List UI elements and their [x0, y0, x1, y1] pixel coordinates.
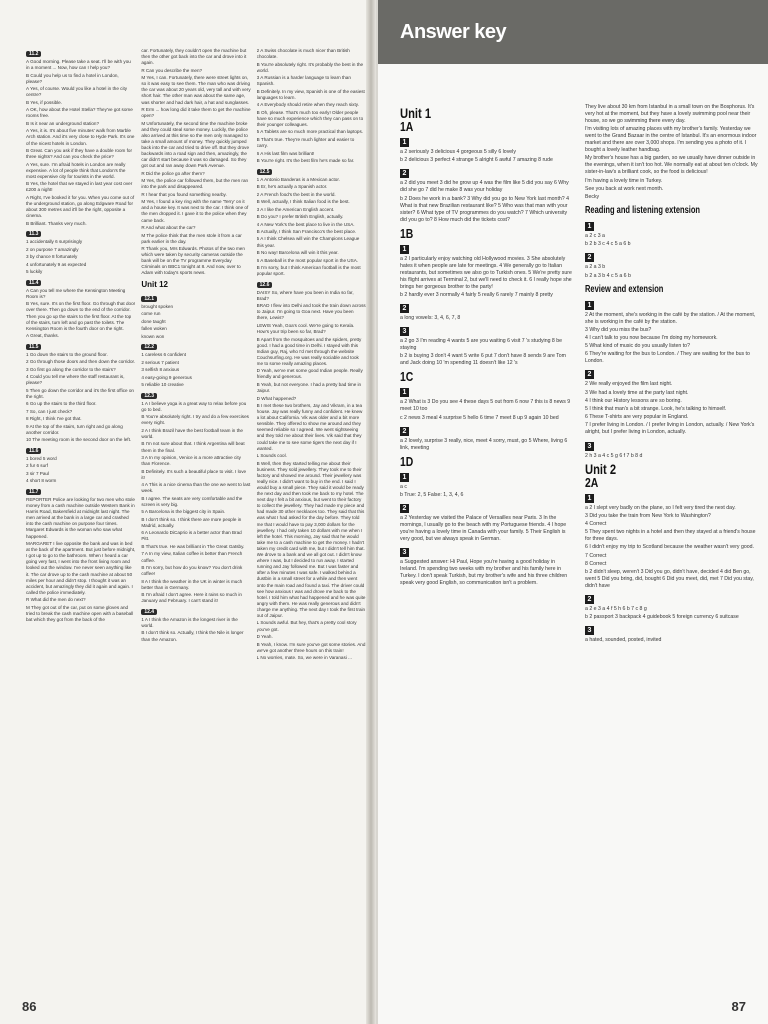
- text-line: 5 reliable 10 creative: [141, 382, 184, 388]
- track-number-badge: 11.6: [26, 448, 41, 454]
- section-heading: Reading and listening extension: [585, 204, 701, 216]
- text-line: B I met these two brothers, Jay and Vikram, in a tea house. Jay was really funny and confident. He knew a lot about California. Vik was older and a bit more sensible. They offered to show me around and they seemed reliable so I agreed. We went sightseeing and they told me about their lives. Vik said that they could take me to see some tigers the next day if I wanted.: [256, 403, 363, 451]
- answer-key-column-2: [585, 104, 758, 646]
- text-line: 1 accidentally 6 surprisingly: [26, 239, 83, 245]
- text-line: a 2 c 3 a: [585, 232, 605, 239]
- text-line: 4 Could you tell me where the staff restaurant is, please?: [26, 374, 125, 386]
- exercise-heading: [400, 500, 573, 515]
- exercise-heading: [585, 622, 758, 637]
- exercise-heading: [585, 438, 758, 453]
- text-line: 7 A In my view, Italian coffee is better than French coffee.: [141, 551, 243, 563]
- exercise-number-badge: 1: [400, 245, 409, 254]
- text-line: 3 We had a lovely time at the party last night.: [585, 389, 689, 396]
- exercise-heading: [585, 249, 758, 264]
- exercise-heading: [585, 591, 758, 606]
- track-number-badge: 12.5: [257, 169, 273, 175]
- exercise-number-badge: 3: [400, 327, 409, 336]
- track-number-badge: 12.4: [141, 609, 157, 615]
- track-heading: [26, 228, 135, 239]
- text-line: B Yeah, I know. I'm sure you've got some stories. And we've got another three hours on this train!: [256, 641, 366, 653]
- text-line: 3 Why did you miss the bus?: [585, 326, 652, 333]
- right-page: [378, 0, 768, 1024]
- exercise-number-badge: 1: [585, 222, 594, 231]
- text-line: B I'm sorry, but how do you know? You don't drink coffee!: [141, 565, 243, 577]
- text-line: 3 A Russian is a harder language to learn than Spanish.: [256, 75, 351, 87]
- text-line: 4 A This is a nice cinema than the one we went to last week.: [141, 482, 251, 494]
- lesson-heading: 1A: [400, 119, 414, 134]
- text-line: B I agree. The seats are very comfortable and the screen is very big.: [141, 495, 243, 507]
- text-line: 6 Go up the stairs to the third floor.: [26, 401, 97, 407]
- text-line: 2 serious 7 patient: [141, 359, 179, 365]
- text-line: REPORTER Police are looking for two men who stole money from a cash machine outside Western Bank in Harris Road, Bakersfield at midnight last night. The men arrived at the bank in a large car and crashed into the cash machine on purpose four times. Margaret Edwards is the woman who saw what happened.: [26, 497, 135, 539]
- text-line: b 2 a 3 b 4 c 5 a 6 b: [585, 272, 631, 279]
- section-heading: Review and extension: [585, 283, 664, 295]
- exercise-heading: [585, 297, 758, 312]
- text-line: 4 I think our History lessons are so boring.: [585, 397, 682, 404]
- text-line: 3 Did you take the train from New York to Washington?: [585, 512, 711, 519]
- text-line: B I'm not sure about that. I think Argentina will beat them in the final.: [141, 441, 245, 453]
- exercise-number-badge: 2: [400, 427, 409, 436]
- text-line: A Yes, of course. Would you like a hotel in the city centre?: [26, 86, 128, 98]
- text-line: 7 So, can I just check?: [26, 408, 73, 414]
- text-line: done taught: [141, 318, 166, 324]
- text-line: 1 careless 6 confident: [141, 352, 187, 358]
- exercise-heading: [585, 218, 758, 233]
- text-line: 5 What kind of music do you usually listen to?: [585, 343, 690, 350]
- text-line: B You're absolutely right. I try and do a few exercises every night.: [141, 414, 249, 426]
- text-line: B I'm afraid I don't agree. Here it rains so much in January and February. I can't stand it!: [141, 592, 242, 604]
- text-line: a 2 I particularly enjoy watching old Hollywood movies. 3 She absolutely hates it when people are late for meetings. 4 We generally go to Italian restaurants, but sometimes we also go to Turkish ones. 5 We're pretty sure his flight arrives at Terminal 2, but we'll need to check it. 6 I really hope she brings her gorgeous brother to the party!: [400, 255, 572, 290]
- page-number-left: 86: [22, 999, 37, 1014]
- text-line: 5 A Tablets are so much more practical than laptops.: [256, 129, 364, 135]
- text-line: 6 They're waiting for the bus to London. / They are waiting for the bus to London.: [585, 351, 750, 365]
- text-line: R Thank you, Mrs Edwards. Photos of the two men which were taken by security cameras outside the bank will be on the TV programme Everyday Criminals on BBC1 tonight at 8. And now, over to Adam with today's sports news.: [141, 246, 245, 276]
- exercise-number-badge: 1: [400, 388, 409, 397]
- text-line: 5 Then go down the corridor and it's the first office on the right.: [26, 387, 134, 399]
- exercise-heading: [400, 469, 573, 484]
- text-line: car. Fortunately, they couldn't open the machine but then the other got back into the car and drove into it again.: [141, 48, 247, 66]
- text-line: 3 sir 7 Paul: [26, 470, 49, 476]
- text-line: b 2 Does he work in a bank? 3 Why did you go to New York last month? 4 What is that new Brazilian restaurant like? 5 Who was that man with your sister? 6 What type of TV programmes do you watch? 7 Which university did you go to? 8 How much did the tickets cost?: [400, 195, 569, 223]
- text-line: BRAD I flew into Delhi and took the train down across to Jaipur. I'm going to Goa next. Have you been there, Lewis?: [256, 303, 366, 321]
- text-line: a Suggested answer: Hi Paul, Hope you're having a good holiday in Ireland. I'm spending two weeks with my brother and his family here in Turkey. I don't speak Turkish, but my brother's wife and his three children speak very good English, so communication isn't a problem.: [400, 559, 568, 587]
- track-heading: [141, 390, 250, 401]
- text-line: B Well, then they started telling me about their business. They sold jewellery. They took me to their factory and showed me around. Their jewellery was really nice. I didn't want to buy in the end. I said I would buy a small piece. They said it would be ready the next day and then took me back to my hotel. The next day I felt a bit anxious, but went to their factory to collect the jewellery. They had made my piece and had made 30 other necklaces too. They said that this was what I had asked for the day before. They told me that I would have to pay 3,000 dollars for the jewellery. I had only taken 10 dollars with me when I left the hotel. This morning, Jay said that he would take me to a cash machine to get the money. I hadn't taken my credit card with me, but I didn't tell him that. We drove to a bank and we all got out. I didn't know where I was, but I decided to run away. I started running and Jay followed me. But I was faster and after a few minutes I was safe. I walked behind a dustbin in a small street for a while and then went onto the main road and found a taxi. The driver could see how anxious I was and drove me back to the hotel. I told him what had happened and he was quite angry with them. He was really generous and didn't charge me anything. The next day I took the first train out of Jaipur.: [256, 460, 366, 618]
- exercise-number-badge: 3: [585, 626, 594, 635]
- text-line: b 2 didn't sleep, weren't 3 Did you go, didn't have, decided 4 did Ben go, went 5 Did you bring, did, bought 6 Did you meet, did, met 7 Did you stay, didn't have: [585, 568, 754, 589]
- text-line: 1 A I believe yoga is a great way to relax before you go to bed.: [141, 400, 247, 412]
- text-line: My brother's house has a big garden, so we usually have dinner outside in the evenings, when it isn't too hot. We normally eat at about ten o'clock. My sister-in-law's a brilliant cook, so the food is delicious!: [585, 155, 758, 176]
- text-line: a 2 lovely, surprise 3 really, nice, meet 4 sorry, must, go 5 Where, living 6 link, meeting: [400, 437, 568, 451]
- audioscript-column-2: [141, 48, 250, 998]
- exercise-number-badge: 1: [400, 138, 409, 147]
- text-line: 4 I can't talk to you now because I'm doing my homework.: [585, 334, 718, 341]
- exercise-heading: [400, 544, 573, 559]
- exercise-number-badge: 2: [585, 253, 594, 262]
- text-line: M Unfortunately, the second time the machine broke and they could steal some money. Luckily, the police also arrived at this time so the men only managed to take a small amount of money. They quickly jumped back into the car and tried to drive off. But they drove backwards into a road sign and then, amazingly, the car didn't start because it was so damaged. So they got out and ran away down Park Avenue.: [141, 120, 250, 169]
- text-line: R I hear that you found something nearby.: [141, 191, 227, 197]
- text-line: b True: 2, 5 False: 1, 3, 4, 6: [400, 491, 464, 498]
- text-line: a 2 What is 3 Do you see 4 these days 5 out from 6 now 7 this is 8 news 9 meet 10 too: [400, 399, 571, 413]
- text-line: 8 A I think the weather in the UK in winter is much better than in Germany.: [141, 578, 243, 590]
- text-line: a 2 a 3 b: [585, 264, 606, 271]
- exercise-heading: [400, 384, 573, 399]
- text-line: 5 A Barcelona is the biggest city in Spain.: [141, 509, 226, 515]
- track-heading: [26, 48, 135, 59]
- text-line: B I'm sorry, but I think American football is the most popular sport.: [256, 265, 361, 277]
- text-line: A Yes, it is. It's about five minutes' walk from Marble Arch station. And it's very close to Hyde Park. It's one of the nicest hotels in London.: [26, 128, 135, 146]
- text-line: R Can you describe the men?: [141, 67, 203, 73]
- text-line: M Yes, I found a key ring with the name 'Terry' on it and a house key. It was next to the car. I think one of the men dropped it. I gave it to the police when they came back.: [141, 199, 249, 223]
- track-heading: [26, 341, 135, 352]
- text-line: A Great, thanks.: [26, 333, 59, 339]
- text-line: 1 A Antonio Banderas is a Mexican actor.: [256, 176, 340, 182]
- text-line: a c: [400, 483, 407, 490]
- text-line: 3 selfish 8 anxious: [141, 367, 180, 373]
- text-line: 6 I didn't enjoy my trip to Scotland because the weather wasn't very good.: [585, 544, 754, 551]
- text-line: b 2 passport 3 backpack 4 guidebook 5 foreign currency 6 suitcase: [585, 614, 739, 621]
- text-line: They live about 30 km from Istanbul in a small town on the Bosphorus. It's very hot at the moment, but they have a lovely swimming pool near their house, so we go swimming there every day.: [585, 104, 755, 124]
- text-line: 1 bored 5 word: [26, 455, 57, 461]
- exercise-number-badge: 2: [585, 595, 594, 604]
- track-heading: [141, 606, 250, 617]
- track-heading: [257, 279, 366, 290]
- text-line: 4 A New York's the best place to live in the USA.: [256, 221, 355, 227]
- text-line: D Yeah.: [256, 634, 273, 640]
- exercise-heading: [400, 423, 573, 438]
- text-line: 1 A I think the Amazon is the longest river in the world.: [141, 616, 238, 628]
- exercise-number-badge: 2: [400, 169, 409, 178]
- text-line: 6 These T-shirts are very popular in England.: [585, 414, 689, 421]
- text-line: R Did the police go after them?: [141, 170, 205, 176]
- text-line: a 2 did you meet 3 did he grow up 4 was the film like 5 did you say 6 Why did she go 7 did he make 8 was your holiday: [400, 180, 569, 194]
- text-line: 6 A His last film was brilliant!: [256, 150, 315, 156]
- text-line: A Right, I've booked it for you. When you come out of the underground station, go along Edgware Road for about 300 metres and it'll be the right, opposite a cinema.: [26, 194, 135, 219]
- exercise-heading: [400, 323, 573, 338]
- text-line: B Oh, please. That's much too early! Older people have so much experience which they can pass on to their younger colleagues.: [256, 109, 364, 127]
- text-line: b 2 is buying 3 don't 4 want 5 write 6 put 7 don't have 8 sends 9 are Tom and Jack doing 10 'm spending 11 doesn't like 12 's: [400, 353, 566, 367]
- text-line: a 2 seriously 3 delicious 4 gorgeous 5 silly 6 lovely: [400, 149, 516, 155]
- page-number-right: 87: [731, 999, 746, 1014]
- exercise-number-badge: 2: [400, 304, 409, 313]
- text-line: 2 Go through those doors and then down the corridor.: [26, 359, 136, 365]
- text-line: 2 A Swiss chocolate is much nicer than British chocolate.: [256, 48, 350, 60]
- text-line: 3 Go first go along the corridor to the stairs?: [26, 366, 116, 372]
- text-line: b 2 b 3 c 4 c 5 a 6 b: [585, 241, 631, 248]
- text-line: a 2 Yesterday we visited the Palace of Versailles near Paris. 3 In the mornings, I usually go to the beach with my Portuguese friends. 4 I hope you're having a lovely time in Canada with your family. 5 Their English is very good, but we always speak in German.: [400, 515, 567, 543]
- track-number-badge: 11.5: [26, 344, 41, 350]
- text-line: B I don't think so. Actually, I think the Nile is longer than the Amazon.: [141, 630, 244, 642]
- unit-heading: Unit 1: [400, 105, 432, 121]
- text-line: B That's true. They're much lighter and easier to carry.: [256, 136, 355, 149]
- text-line: D What happened?: [256, 395, 297, 401]
- text-line: MARGARET I live opposite the bank and was in bed at the back of the apartment. But just before midnight, I got up to go to the bathroom. When I heard a car going very fast, I went into the front living room and looked out the window. I've never seen anything like it. The car drove up to the cash machine at about 50 miles per hour and didn't stop. I thought it was an accident, but amazingly they did it again and again. I called the police immediately.: [26, 541, 136, 595]
- text-line: L Sounds awful. But hey, that's a pretty cool story you've got.: [256, 620, 357, 632]
- exercise-number-badge: 1: [400, 473, 409, 482]
- audioscript-column-3: [257, 48, 366, 998]
- text-line: I'm having a lovely time in Turkey.: [585, 177, 663, 184]
- text-line: 2 h 3 a 4 c 5 g 6 f 7 b 8 d: [585, 452, 643, 459]
- text-line: 6 A Baseball is the most popular sport in the USA.: [256, 257, 359, 263]
- text-line: B You're right. It's the best film he's made so far.: [256, 158, 355, 164]
- audioscript-columns: [26, 48, 366, 998]
- text-line: 2 fur 6 surf: [26, 463, 48, 469]
- text-line: Becky: [585, 193, 600, 200]
- text-line: 4 A Everybody should retire when they reach sixty.: [256, 102, 359, 108]
- text-line: come run: [141, 311, 161, 317]
- track-number-badge: 12.3: [141, 393, 157, 399]
- track-number-badge: 12.1: [141, 296, 157, 302]
- unit-heading: Unit 2: [585, 460, 617, 477]
- text-line: fallen woken: [141, 326, 167, 332]
- track-number-badge: 12.2: [141, 344, 157, 350]
- track-number-badge: 11.7: [26, 489, 41, 495]
- text-line: 4 unfortunately 9 as expected: [26, 261, 87, 267]
- text-line: B I don't think so. I think there are more people in Madrid, actually.: [141, 516, 242, 528]
- exercise-number-badge: 1: [585, 301, 594, 310]
- text-line: See you back at work next month.: [585, 185, 664, 192]
- text-line: brought spoken: [141, 303, 173, 309]
- text-line: a long vowels: 3, 4, 6, 7, 8: [400, 314, 461, 321]
- text-line: 2 on purpose 7 amazingly: [26, 246, 79, 252]
- book-gutter: [366, 0, 376, 1024]
- text-line: B Could you help us to find a hotel in London, please?: [26, 72, 119, 84]
- text-line: 1 Go down the stairs to the ground floor.: [26, 351, 108, 357]
- track-number-badge: 11.2: [26, 51, 41, 57]
- text-line: I'm visiting lots of amazing places with my brother's family. Yesterday we went to the Grand Bazaar in the centre of Istanbul. It's an enormous indoor market and there are over 3,000 shops. I'm sending you a photo of it. I bought a lovely leather handbag.: [585, 126, 757, 154]
- exercise-number-badge: 2: [585, 370, 594, 379]
- text-line: 4 easy-going 9 generous: [141, 374, 192, 380]
- text-line: known won: [141, 333, 165, 339]
- text-line: B Brilliant. Thanks very much.: [26, 220, 87, 226]
- text-line: a 2 go 3 I'm reading 4 wants 5 are you waiting 6 visit 7 's studying 8 be staying: [400, 338, 563, 352]
- text-line: b 2 delicious 3 perfect 4 strange 5 alright 6 awful 7 amazing 8 rude: [400, 157, 553, 164]
- text-line: 9 At the top of the stairs, turn right and go along another corridor.: [26, 423, 123, 435]
- lesson-heading: 1B: [400, 225, 414, 241]
- text-line: a hated, sounded, posted, invited: [585, 637, 662, 644]
- exercise-heading: [400, 300, 573, 315]
- exercise-number-badge: 1: [585, 494, 594, 503]
- text-line: R Erm ... how long did it take them to get the machine open?: [141, 107, 251, 119]
- lesson-heading: 1D: [400, 453, 414, 469]
- track-number-badge: 12.6: [257, 282, 273, 288]
- exercise-heading: [585, 490, 758, 505]
- text-line: L Sounds cool.: [256, 453, 287, 459]
- text-line: 8 Correct: [585, 560, 607, 567]
- text-line: 5 luckily: [26, 269, 43, 275]
- text-line: B Er, he's actually a Spanish actor.: [256, 184, 328, 190]
- text-line: 4 short 8 worm: [26, 478, 57, 484]
- text-line: B Apart from the mosquitoes and the spiders, pretty good. I had a good time in Delhi. I stayed with this Indian guy, Raj, who I'd met through the website Couchsurfing.org. He was really sociable and took me to some really amazing places.: [256, 336, 362, 366]
- text-line: 10 The meeting room is the second door on the left.: [26, 437, 132, 443]
- text-line: M Yes, I can. Fortunately, there were street lights on, so it was easy to see them. The man who was driving the car was about 20 years old, very tall and with very short hair. The other man was about the same age, was shorter and had dark hair, a hat and sunglasses.: [141, 75, 251, 105]
- track-heading: [257, 166, 366, 177]
- lesson-heading: 2A: [585, 474, 599, 490]
- exercise-heading: [400, 134, 573, 149]
- text-line: 3 A In my opinion, Venice is a more attractive city than Florence.: [141, 455, 241, 467]
- text-line: 2 A French food's the best in the world.: [256, 191, 336, 197]
- track-heading: [141, 293, 250, 304]
- text-line: a 2 I slept very badly on the plane, so I felt very tired the next day.: [585, 504, 736, 511]
- text-line: 5 They spent two nights in a hotel and then they stayed at a friend's house for three days.: [585, 529, 756, 543]
- text-line: 5 A I think Chelsea will win the Champions League this year.: [256, 236, 360, 248]
- track-number-badge: 11.3: [26, 231, 41, 237]
- track-heading: [26, 486, 135, 497]
- text-line: B Yes, the hotel that we stayed in last year cost over £200 a night!: [26, 181, 133, 193]
- text-line: B Is it near an underground station?: [26, 120, 100, 126]
- text-line: LEWIS Yeah, Goa's cool. We're going to Kerala. How's your trip been so far, Brad?: [256, 322, 355, 335]
- text-line: a 2 e 3 a 4 f 5 h 6 b 7 c 8 g: [585, 606, 647, 613]
- text-line: 6 A Leonardo DiCaprio is a better actor than Brad Pitt.: [141, 530, 242, 542]
- text-line: B Actually, I think San Francisco's the best place.: [256, 228, 357, 234]
- text-line: A Yes, sure. I'm afraid hotels in London are really expensive. A lot of people think that London's the most expensive city for tourists in the world.: [26, 161, 126, 179]
- text-line: 7 I prefer living in London. / I prefer living in London, actually. / New York's alright, but I prefer living in London, actually.: [585, 422, 755, 436]
- text-line: D Yeah, we've met some good Indian people. Really friendly and generous.: [256, 368, 363, 380]
- text-line: B That's true. He was brilliant in The Great Gatsby.: [141, 543, 245, 549]
- left-page: [0, 0, 372, 1024]
- track-heading: [26, 277, 135, 288]
- exercise-heading: [400, 165, 573, 180]
- answer-key-columns: [378, 64, 768, 646]
- track-heading: [26, 445, 135, 456]
- text-line: 8 Right, I think I've got that.: [26, 416, 82, 422]
- text-line: B Yeah, but not everyone. I had a pretty bad time in Jaipur.: [256, 381, 362, 394]
- text-line: M They got out of the car, put on some gloves and tried to break the cash machine open with a baseball bat which they got from the back of the: [26, 604, 134, 622]
- audioscript-column-1: [26, 48, 135, 998]
- lesson-heading: 1C: [400, 369, 414, 385]
- text-line: 2 At the moment, she's working in the café by the station. / At the moment, she is working in the café by the station.: [585, 311, 756, 325]
- text-line: A OK, how about the Hotel Stella? They've got some rooms free.: [26, 107, 133, 119]
- track-heading: [141, 341, 250, 352]
- text-line: B Great. Can you ask if they have a double room for three nights? And can you check the price?: [26, 148, 132, 160]
- text-line: B Well, actually, I think Italian food is the best.: [256, 199, 350, 205]
- text-line: B You're absolutely right. It's probably the best in the world.: [256, 61, 364, 73]
- text-line: R And what about the car?: [141, 225, 196, 231]
- text-line: 4 Correct: [585, 520, 607, 527]
- text-line: B Yes, sure. It's on the first floor. Go through that door over there. Then go down to the end of the corridor. Then you go up the stairs to the first floor. At the top of the stairs, turn left and go past the toilets. The Kensington Room is the fourth door on the right.: [26, 301, 136, 331]
- exercise-number-badge: 2: [400, 504, 409, 513]
- text-line: B Definitely. In my view, Spanish is one of the easiest languages to learn.: [256, 88, 365, 100]
- text-line: B Yes, if possible.: [26, 99, 63, 105]
- text-line: A Can you tell me where the Kensington Meeting Room is?: [26, 287, 126, 299]
- text-line: A Good morning. Please take a seat. I'll be with you in a moment ... Now, how can I help you?: [26, 59, 131, 71]
- unit-heading: Unit 12: [141, 279, 168, 289]
- exercise-heading: [585, 366, 758, 381]
- text-line: R What did the men do next?: [26, 597, 86, 603]
- track-number-badge: 11.4: [26, 280, 41, 286]
- text-line: 2 We really enjoyed the film last night.: [585, 381, 673, 388]
- exercise-number-badge: 3: [585, 442, 594, 451]
- answer-key-column-1: [400, 104, 573, 646]
- text-line: b 2 hardly ever 3 normally 4 fairly 5 really 6 rarely 7 mainly 8 pretty: [400, 291, 553, 298]
- answer-key-banner: [378, 0, 768, 64]
- page-title: Answer key: [400, 20, 507, 43]
- text-line: 5 I think that man's a bit strange. Look, he's talking to himself.: [585, 406, 727, 412]
- text-line: B No way! Barcelona will win it this year.: [256, 250, 339, 256]
- text-line: 3 A I like the American English accent.: [256, 206, 335, 212]
- text-line: B Definitely. It's such a beautiful place to visit. I love it!: [141, 468, 247, 480]
- text-line: c 2 news 3 meal 4 surprise 5 hello 6 time 7 meet 8 up 9 again 10 bed: [400, 414, 559, 421]
- text-line: L No worries, mate. So, we were in Varanasi ...: [256, 655, 352, 661]
- exercise-number-badge: 3: [400, 548, 409, 557]
- text-line: M The police think that the men stole it from a car park earlier in the day.: [141, 232, 242, 244]
- text-line: B Do you? I prefer British English, actually.: [256, 214, 344, 220]
- exercise-heading: [400, 241, 573, 256]
- text-line: 7 Correct: [585, 552, 607, 559]
- text-line: M Yes, the police car followed them, but the men ran into the park and disappeared.: [141, 178, 249, 190]
- text-line: 2 A I think Brazil have the best football team in the world.: [141, 427, 243, 439]
- text-line: DAISY So, where have you been in India so far, Brad?: [256, 289, 354, 301]
- text-line: 3 by chance 8 fortunately: [26, 254, 78, 260]
